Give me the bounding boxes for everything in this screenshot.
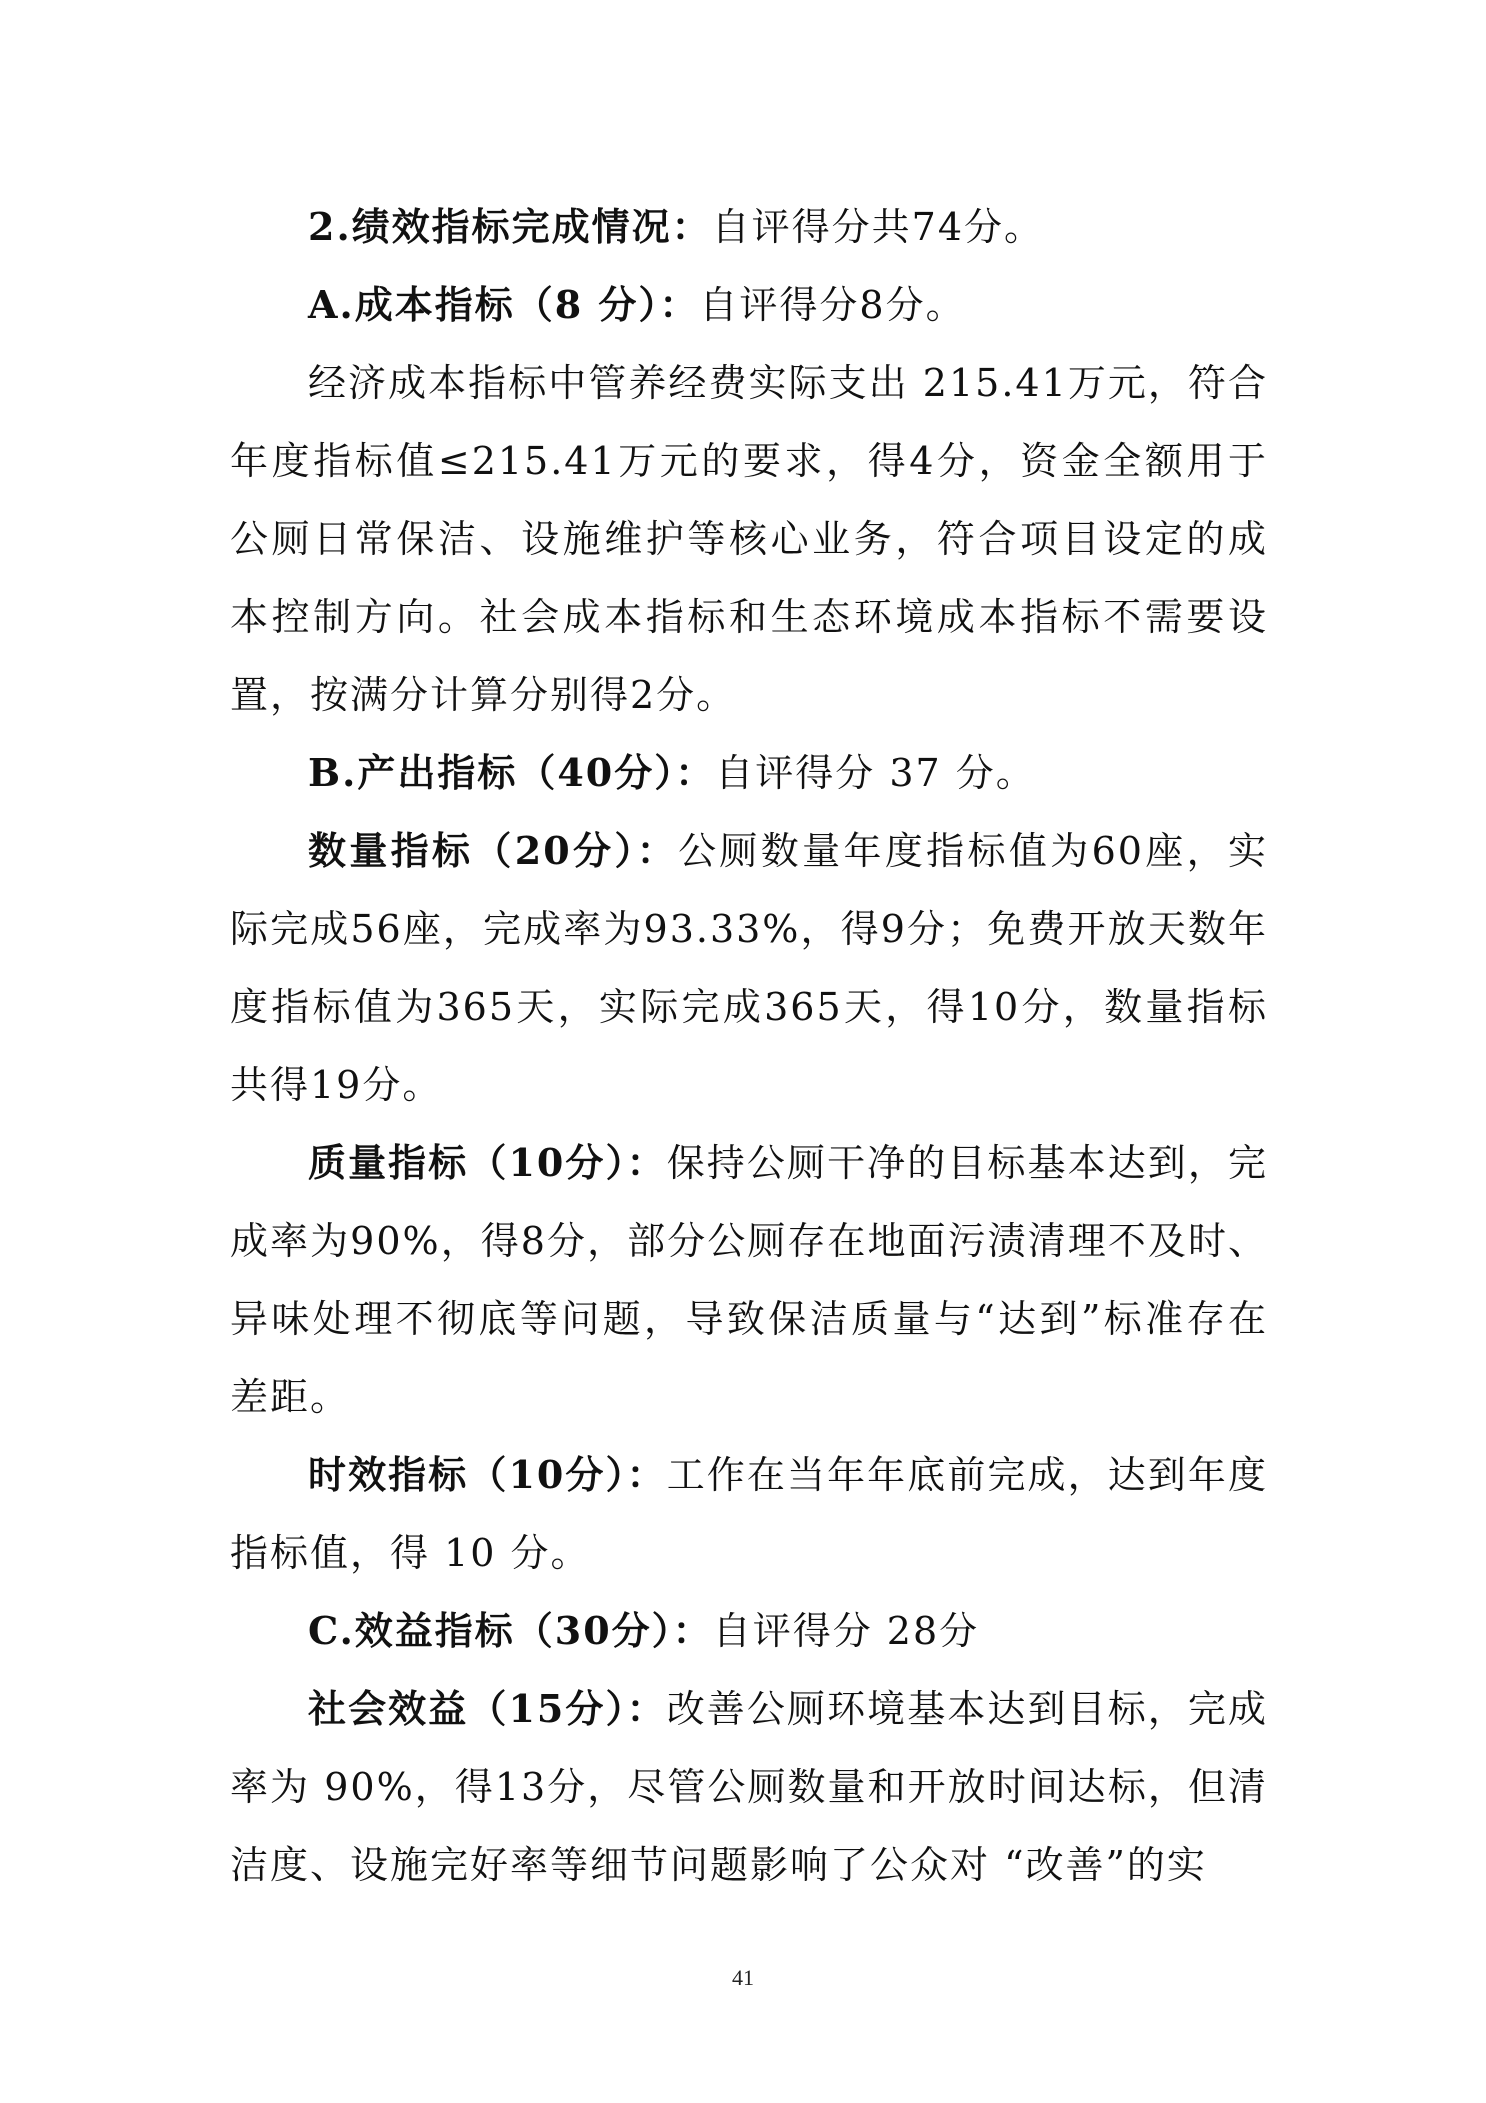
paragraph-heading: 2.绩效指标完成情况： (308, 204, 712, 249)
page-body (230, 188, 1268, 1904)
paragraph-heading: 时效指标（10分）： (308, 1452, 667, 1497)
paragraph-text: 工作在当年年底前完成，达到年度指标值，得 10 分。 (230, 1453, 1268, 1575)
paragraph-performance-summary (230, 188, 1268, 266)
paragraph-heading: B.产出指标（40分）： (308, 750, 716, 795)
paragraph-cost-indicator (230, 266, 1268, 344)
paragraph-text: 自评得分 37 分。 (715, 751, 1036, 795)
paragraph-text: 保持公厕干净的目标基本达到，完成率为90%，得8分，部分公厕存在地面污渍清理不及时、异味处理不彻底等问题，导致保洁质量与“达到”标准存在差距。 (230, 1141, 1268, 1419)
paragraph-cost-detail (230, 344, 1268, 734)
paragraph-output-indicator (230, 734, 1268, 812)
paragraph-text: 自评得分共74分。 (711, 205, 1045, 249)
paragraph-heading: A.成本指标（8 分）： (308, 282, 700, 327)
paragraph-benefit-indicator (230, 1592, 1268, 1670)
paragraph-quantity-indicator (230, 812, 1268, 1124)
paragraph-text: 自评得分 28分 (712, 1609, 980, 1653)
paragraph-heading: 质量指标（10分）： (308, 1140, 667, 1185)
paragraph-heading: 社会效益（15分）： (308, 1686, 667, 1731)
paragraph-social-benefit (230, 1670, 1268, 1904)
paragraph-quality-indicator (230, 1124, 1268, 1436)
paragraph-heading: 数量指标（20分）： (308, 828, 679, 873)
paragraph-heading: C.效益指标（30分）： (308, 1608, 713, 1653)
paragraph-text: 自评得分8分。 (699, 283, 966, 327)
paragraph-text: 经济成本指标中管养经费实际支出 215.41万元，符合年度指标值≤215.41万元的要求，得4分，资金全额用于公厕日常保洁、设施维护等核心业务，符合项目设定的成本控制方向。社会成本指标和生态环境成本指标不需要设置，按满分计算分别得2分。 (230, 361, 1268, 717)
paragraph-text: 改善公厕环境基本达到目标，完成率为 90%，得13分，尽管公厕数量和开放时间达标，但清洁度、设施完好率等细节问题影响了公众对 “改善”的实 (230, 1687, 1268, 1887)
paragraph-text: 公厕数量年度指标值为60座，实际完成56座，完成率为93.33%，得9分；免费开放天数年度指标值为365天，实际完成365天，得10分，数量指标共得19分。 (230, 829, 1268, 1107)
paragraph-timeliness-indicator (230, 1436, 1268, 1592)
page-number: 41 (732, 1965, 754, 1990)
